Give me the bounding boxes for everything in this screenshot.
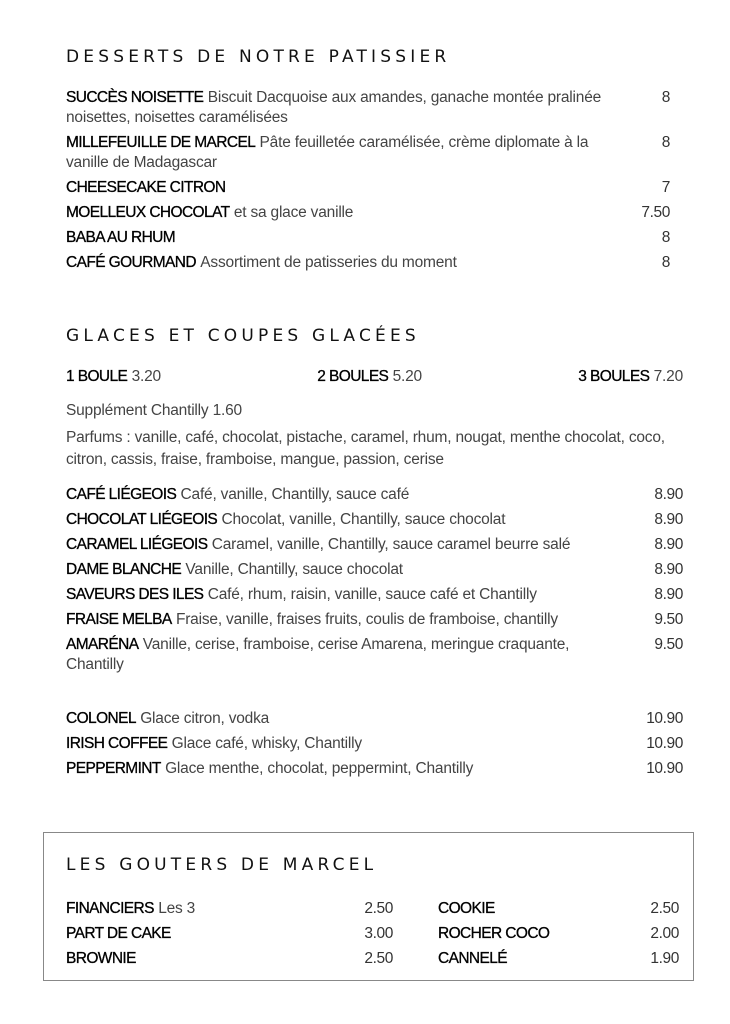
menu-item [66, 85, 670, 130]
item-description: Vanille, cerise, framboise, cerise Amarena, meringue craquante, Chantilly [66, 635, 570, 673]
item-price: 2.50 [364, 899, 393, 917]
parfums-note: Parfums : vanille, café, chocolat, pistache, caramel, rhum, nougat, menthe chocolat, coco, citron, cassis, fraise, framboise, mangue, passion, cerise [66, 429, 665, 468]
menu-item-text [66, 610, 627, 630]
menu-item-text [66, 535, 627, 555]
item-price: 8 [661, 253, 670, 271]
item-price: 2.50 [650, 899, 679, 917]
item-price: 8.90 [654, 585, 683, 603]
item-price: 10.90 [646, 759, 683, 777]
menu-item-text [66, 734, 627, 754]
item-price: 3.00 [364, 924, 393, 942]
menu-item [66, 532, 683, 557]
item-name: CANNELÉ [438, 949, 508, 967]
gouters-right-list [438, 896, 679, 971]
menu-item-text [66, 228, 620, 248]
boule-price-option [66, 365, 161, 389]
item-price: 1.90 [650, 949, 679, 967]
menu-item-text [66, 709, 627, 729]
item-name: MILLEFEUILLE DE MARCEL [66, 133, 256, 151]
menu-item-text [66, 949, 333, 969]
item-description: Glace citron, vodka [140, 709, 270, 727]
item-price: 8 [661, 88, 670, 106]
supplement-note: Supplément Chantilly 1.60 [66, 402, 242, 419]
item-name: SAVEURS DES ILES [66, 585, 204, 603]
menu-item [66, 896, 393, 921]
boule-price: 3.20 [131, 368, 161, 385]
menu-item [66, 921, 393, 946]
gouters-heading: LES GOUTERS DE MARCEL [66, 855, 378, 875]
item-name: IRISH COFFEE [66, 734, 168, 752]
boules-row [66, 365, 683, 389]
menu-item [66, 582, 683, 607]
menu-item-text [66, 485, 627, 505]
menu-item [66, 507, 683, 532]
menu-item [66, 130, 670, 175]
menu-item-text [66, 635, 627, 675]
item-price: 2.50 [364, 949, 393, 967]
item-description: Chocolat, vanille, Chantilly, sauce chocolat [221, 510, 506, 528]
boule-price-option [578, 365, 683, 389]
menu-item [66, 250, 670, 275]
menu-item [66, 607, 683, 632]
item-description: Assortiment de patisseries du moment [200, 253, 457, 271]
boule-name: 1 BOULE [66, 368, 128, 385]
item-price: 10.90 [646, 709, 683, 727]
menu-item-text [66, 88, 620, 128]
item-name: SUCCÈS NOISETTE [66, 88, 204, 106]
item-name: CHOCOLAT LIÉGEOIS [66, 510, 218, 528]
menu-item [66, 946, 393, 971]
menu-item [438, 946, 679, 971]
menu-item-text [66, 899, 333, 919]
menu-item-text [66, 253, 620, 273]
boule-price: 7.20 [653, 368, 683, 385]
item-price: 8 [661, 228, 670, 246]
item-description: Café, vanille, Chantilly, sauce café [180, 485, 410, 503]
menu-item [438, 896, 679, 921]
item-name: BABA AU RHUM [66, 228, 176, 246]
menu-item-text [66, 924, 333, 944]
item-name: ROCHER COCO [438, 924, 550, 942]
item-name: CARAMEL LIÉGEOIS [66, 535, 208, 553]
boule-name: 2 BOULES [317, 368, 389, 385]
menu-item [66, 756, 683, 781]
menu-item [66, 225, 670, 250]
item-name: CAFÉ GOURMAND [66, 253, 196, 271]
menu-item-text [66, 510, 627, 530]
menu-item [66, 731, 683, 756]
menu-item [66, 557, 683, 582]
item-description: et sa glace vanille [233, 203, 354, 221]
item-description: Pâte feuilletée caramélisée, crème diplomate à la vanille de Madagascar [66, 133, 589, 171]
item-name: COLONEL [66, 709, 136, 727]
menu-item [438, 921, 679, 946]
item-description: Vanille, Chantilly, sauce chocolat [185, 560, 403, 578]
gouters-left-list [66, 896, 393, 971]
item-name: CAFÉ LIÉGEOIS [66, 485, 177, 503]
menu-item [66, 632, 683, 677]
menu-item [66, 200, 670, 225]
menu-item-text [66, 203, 620, 223]
item-name: MOELLEUX CHOCOLAT [66, 203, 230, 221]
item-name: DAME BLANCHE [66, 560, 182, 578]
menu-item-text [66, 133, 620, 173]
desserts-list [66, 85, 670, 275]
item-description: Fraise, vanille, fraises fruits, coulis de framboise, chantilly [175, 610, 558, 628]
menu-item [66, 175, 670, 200]
item-description: Biscuit Dacquoise aux amandes, ganache montée pralinée noisettes, noisettes caramélisées [66, 88, 602, 126]
menu-item-text [66, 585, 627, 605]
item-description: Café, rhum, raisin, vanille, sauce café et Chantilly [207, 585, 537, 603]
item-price: 9.50 [654, 635, 683, 653]
menu-item-text [438, 949, 619, 969]
coupes-list [66, 482, 683, 677]
glaces-heading: GLACES ET COUPES GLACÉES [66, 326, 420, 346]
menu-item-text [66, 759, 627, 779]
item-price: 9.50 [654, 610, 683, 628]
item-price: 8.90 [654, 510, 683, 528]
item-name: CHEESECAKE CITRON [66, 178, 226, 196]
item-name: FINANCIERS [66, 899, 154, 917]
item-name: FRAISE MELBA [66, 610, 172, 628]
item-description: Les 3 [158, 899, 196, 917]
menu-item [66, 482, 683, 507]
item-price: 8.90 [654, 535, 683, 553]
item-description: Glace café, whisky, Chantilly [171, 734, 362, 752]
item-price: 8.90 [654, 485, 683, 503]
boule-name: 3 BOULES [578, 368, 650, 385]
boule-price: 5.20 [392, 368, 422, 385]
menu-item-text [66, 178, 620, 198]
item-price: 7.50 [641, 203, 670, 221]
desserts-heading: DESSERTS DE NOTRE PATISSIER [66, 47, 451, 67]
item-price: 10.90 [646, 734, 683, 752]
item-name: PEPPERMINT [66, 759, 161, 777]
item-price: 7 [661, 178, 670, 196]
item-price: 8.90 [654, 560, 683, 578]
item-name: COOKIE [438, 899, 495, 917]
menu-item [66, 706, 683, 731]
alcool-list [66, 706, 683, 781]
item-name: PART DE CAKE [66, 924, 171, 942]
menu-item-text [438, 924, 619, 944]
item-description: Caramel, vanille, Chantilly, sauce caramel beurre salé [211, 535, 571, 553]
item-description: Glace menthe, chocolat, peppermint, Chantilly [165, 759, 474, 777]
item-name: BROWNIE [66, 949, 136, 967]
menu-item-text [438, 899, 619, 919]
item-name: AMARÉNA [66, 635, 139, 653]
item-price: 2.00 [650, 924, 679, 942]
menu-item-text [66, 560, 627, 580]
boule-price-option [317, 365, 422, 389]
item-price: 8 [661, 133, 670, 151]
